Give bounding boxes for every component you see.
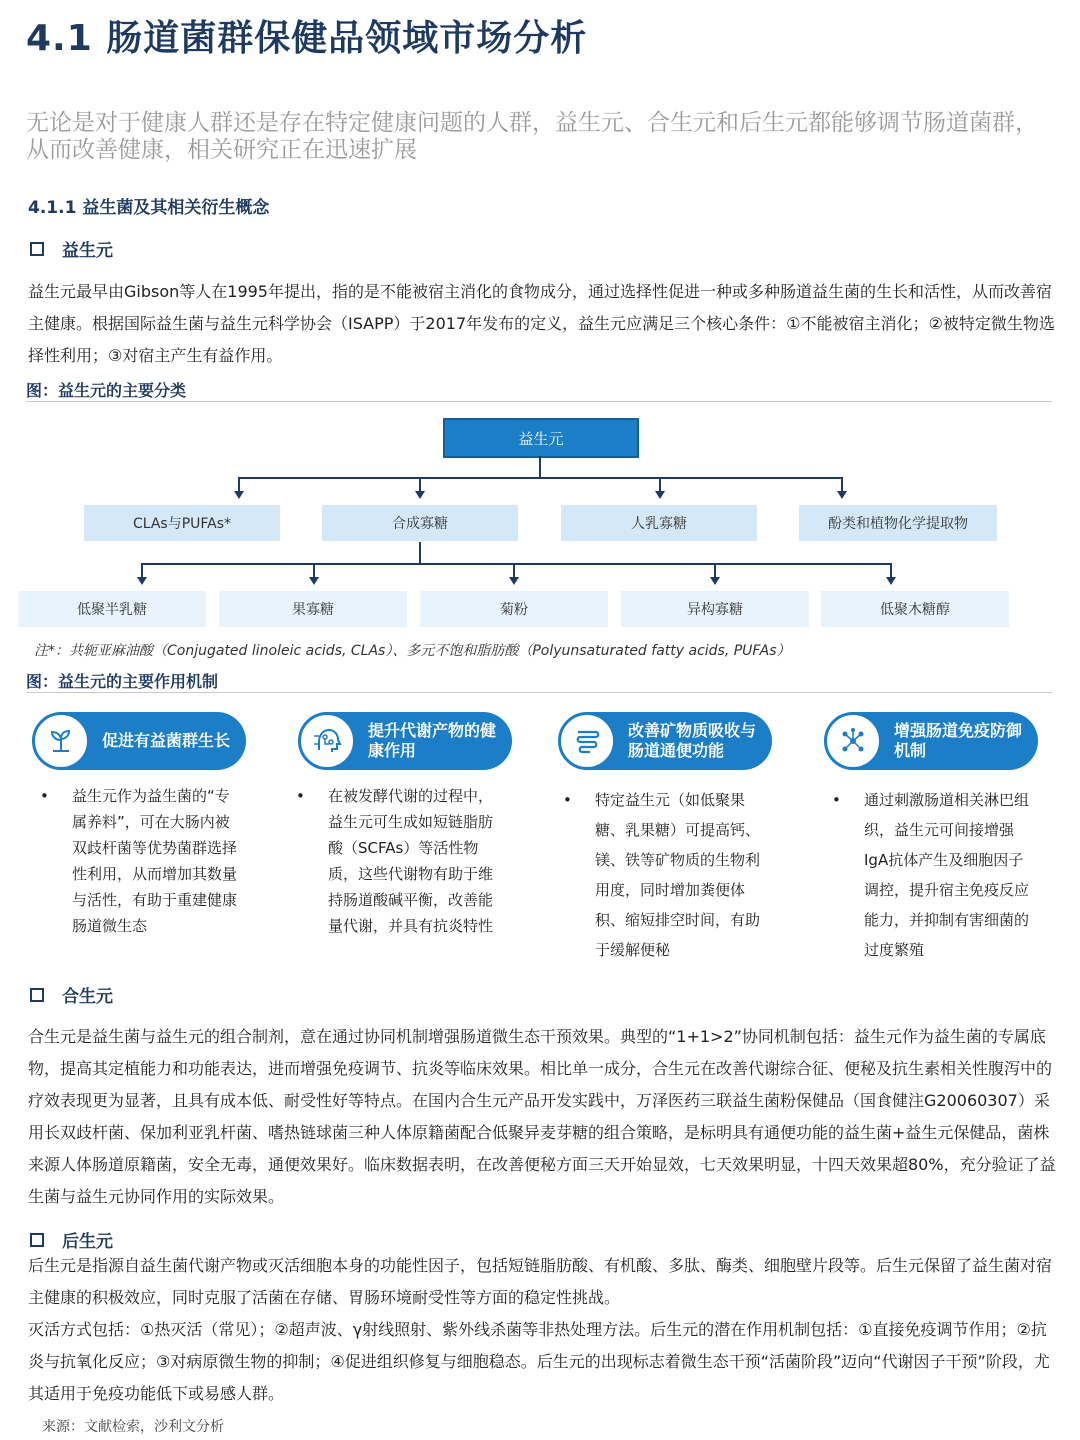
bullet-icon: • bbox=[563, 791, 572, 809]
arrow-down-icon bbox=[837, 491, 847, 499]
connector bbox=[539, 456, 541, 478]
postbiotic-heading bbox=[28, 1227, 113, 1252]
figure-caption-mechanism: 图：益生元的主要作用机制 bbox=[26, 672, 219, 691]
mechanism-label: 改善矿物质吸收与肠道通便功能 bbox=[628, 721, 757, 760]
connector bbox=[141, 563, 892, 565]
arrow-down-icon bbox=[509, 577, 519, 585]
square-bullet-icon bbox=[30, 988, 44, 1002]
connector bbox=[141, 563, 143, 577]
figure-caption-classification: 图：益生元的主要分类 bbox=[26, 381, 187, 400]
section-heading-4-1-1: 4.1.1 益生菌及其相关衍生概念 bbox=[28, 198, 270, 218]
connector bbox=[841, 477, 843, 491]
mechanism-label: 促进有益菌群生长 bbox=[102, 731, 231, 750]
arrow-down-icon bbox=[710, 577, 720, 585]
arrow-down-icon bbox=[309, 577, 319, 585]
connector bbox=[714, 563, 716, 577]
bullet-icon: • bbox=[296, 787, 305, 805]
diagram-level1-node: 酚类和植物化学提取物 bbox=[799, 505, 997, 541]
diagram-level2-node: 异构寡糖 bbox=[621, 591, 809, 627]
diagram-level2-node: 果寡糖 bbox=[219, 591, 407, 627]
page-title: 4.1 肠道菌群保健品领域市场分析 bbox=[26, 18, 588, 59]
square-bullet-icon bbox=[30, 242, 44, 256]
connector bbox=[313, 563, 315, 577]
diagram-root-node: 益生元 bbox=[443, 418, 639, 458]
mechanism-pill-4 bbox=[826, 712, 1038, 770]
prebiotic-heading bbox=[28, 236, 113, 261]
lead-paragraph: 无论是对于健康人群还是存在特定健康问题的人群，益生元、合生元和后生元都能够调节肠道菌群，从而改善健康，相关研究正在迅速扩展 bbox=[26, 110, 1038, 163]
synbiotic-heading-text: 合生元 bbox=[62, 987, 113, 1007]
mechanism-description-text: 特定益生元（如低聚果糖、乳果糖）可提高钙、镁、铁等矿物质的生物利用度，同时增加粪便体积、缩短排空时间，有助于缓解便秘 bbox=[595, 791, 761, 959]
source-note: 来源：文献检索，沙利文分析 bbox=[42, 1419, 224, 1435]
prebiotic-heading-text: 益生元 bbox=[62, 241, 113, 261]
bullet-icon: • bbox=[832, 791, 841, 809]
connector bbox=[238, 477, 842, 479]
mechanism-description bbox=[296, 783, 504, 939]
postbiotic-heading-text: 后生元 bbox=[62, 1232, 113, 1252]
bullet-icon: • bbox=[40, 787, 49, 805]
connector bbox=[419, 477, 421, 491]
mechanism-pill-2 bbox=[300, 712, 512, 770]
postbiotic-paragraph-2: 灭活方式包括：①热灭活（常见）；②超声波、γ射线照射、紫外线杀菌等非热处理方法。后生元的潜在作用机制包括：①直接免疫调节作用；②抗炎与抗氧化反应；③对病原微生物的抑制；④促进组织修复与细胞稳态。后生元的出现标志着微生态干预“活菌阶段”迈向“代谢因子干预”阶段，尤其适用于免疫功能低下或易感人群。 bbox=[28, 1320, 1050, 1403]
postbiotic-paragraph-1: 后生元是指源自益生菌代谢产物或灭活细胞本身的功能性因子，包括短链脂肪酸、有机酸、多肽、酶类、细胞壁片段等。后生元保留了益生菌对宿主健康的积极效应，同时克服了活菌在存储、胃肠环境耐受性等方面的稳定性挑战。 bbox=[28, 1256, 1053, 1307]
mechanism-description bbox=[40, 783, 240, 939]
mechanism-description bbox=[832, 785, 1036, 965]
mechanism-description-text: 益生元作为益生菌的“专属养料”，可在大肠内被双歧杆菌等优势菌群选择性利用，从而增加其数量与活性，有助于重建健康肠道微生态 bbox=[72, 787, 238, 935]
mechanism-description bbox=[563, 785, 771, 965]
sprout-icon bbox=[32, 712, 90, 770]
caption-divider bbox=[26, 401, 1052, 402]
intestine-icon bbox=[558, 712, 616, 770]
connector bbox=[238, 477, 240, 491]
synbiotic-heading bbox=[28, 982, 113, 1007]
mechanism-description-text: 通过刺激肠道相关淋巴组织，益生元可间接增强IgA抗体产生及细胞因子调控，提升宿主免疫反应能力，并抑制有害细菌的过度繁殖 bbox=[864, 791, 1030, 959]
diagram-level1-node: 人乳寡糖 bbox=[561, 505, 757, 541]
mechanism-description-text: 在被发酵代谢的过程中，益生元可生成如短链脂肪酸（SCFAs）等活性物质，这些代谢物有助于维持肠道酸碱平衡，改善能量代谢，并具有抗炎特性 bbox=[328, 787, 494, 935]
circuit-head-icon bbox=[298, 712, 356, 770]
diagram-level2-node: 菊粉 bbox=[420, 591, 608, 627]
figure-note: 注*：共轭亚麻油酸（Conjugated linoleic acids, CLAs）、多元不饱和脂肪酸（Polyunsaturated fatty acids, PUFAs） bbox=[34, 643, 791, 659]
diagram-level2-node: 低聚木糖醇 bbox=[821, 591, 1009, 627]
synbiotic-paragraph: 合生元是益生菌与益生元的组合制剂，意在通过协同机制增强肠道微生态干预效果。典型的“1+1>2”协同机制包括：益生元作为益生菌的专属底物，提高其定植能力和功能表达，进而增强免疫调节、抗炎等临床效果。相比单一成分，合生元在改善代谢综合征、便秘及抗生素相关性腹泻中的疗效表现更为显著，且具有成本低、耐受性好等特点。在国内合生元产品开发实践中，万泽医药三联益生菌粉保健品（国食健注G20060307）采用长双歧杆菌、保加利亚乳杆菌、嗜热链球菌三种人体原籍菌配合低聚异麦芽糖的组合策略，是标明具有通便功能的益生菌+益生元保健品，菌株来源人体肠道原籍菌，安全无毒，通便效果好。临床数据表明，在改善便秘方面三天开始显效，七天效果明显，十四天效果超80%，充分验证了益生菌与益生元协同作用的实际效果。 bbox=[28, 1027, 1056, 1206]
diagram-level1-node: CLAs与PUFAs* bbox=[84, 505, 280, 541]
mechanism-pill-3 bbox=[560, 712, 772, 770]
arrow-down-icon bbox=[415, 491, 425, 499]
mechanism-label: 增强肠道免疫防御机制 bbox=[894, 721, 1023, 760]
connector bbox=[890, 563, 892, 577]
arrow-down-icon bbox=[234, 491, 244, 499]
molecule-icon bbox=[824, 712, 882, 770]
mechanism-pill-1 bbox=[34, 712, 246, 770]
arrow-down-icon bbox=[137, 577, 147, 585]
connector bbox=[419, 542, 421, 564]
diagram-level1-node: 合成寡糖 bbox=[322, 505, 518, 541]
diagram-level2-node: 低聚半乳糖 bbox=[18, 591, 206, 627]
mechanism-label: 提升代谢产物的健康作用 bbox=[368, 721, 497, 760]
square-bullet-icon bbox=[30, 1233, 44, 1247]
connector bbox=[513, 563, 515, 577]
arrow-down-icon bbox=[886, 577, 896, 585]
prebiotic-paragraph: 益生元最早由Gibson等人在1995年提出，指的是不能被宿主消化的食物成分，通过选择性促进一种或多种肠道益生菌的生长和活性，从而改善宿主健康。根据国际益生菌与益生元科学协会（ISAPP）于2017年发布的定义，益生元应满足三个核心条件：①不能被宿主消化；②被特定微生物选择性利用；③对宿主产生有益作用。 bbox=[28, 282, 1055, 365]
caption-divider bbox=[26, 692, 1052, 693]
connector bbox=[659, 477, 661, 491]
arrow-down-icon bbox=[655, 491, 665, 499]
